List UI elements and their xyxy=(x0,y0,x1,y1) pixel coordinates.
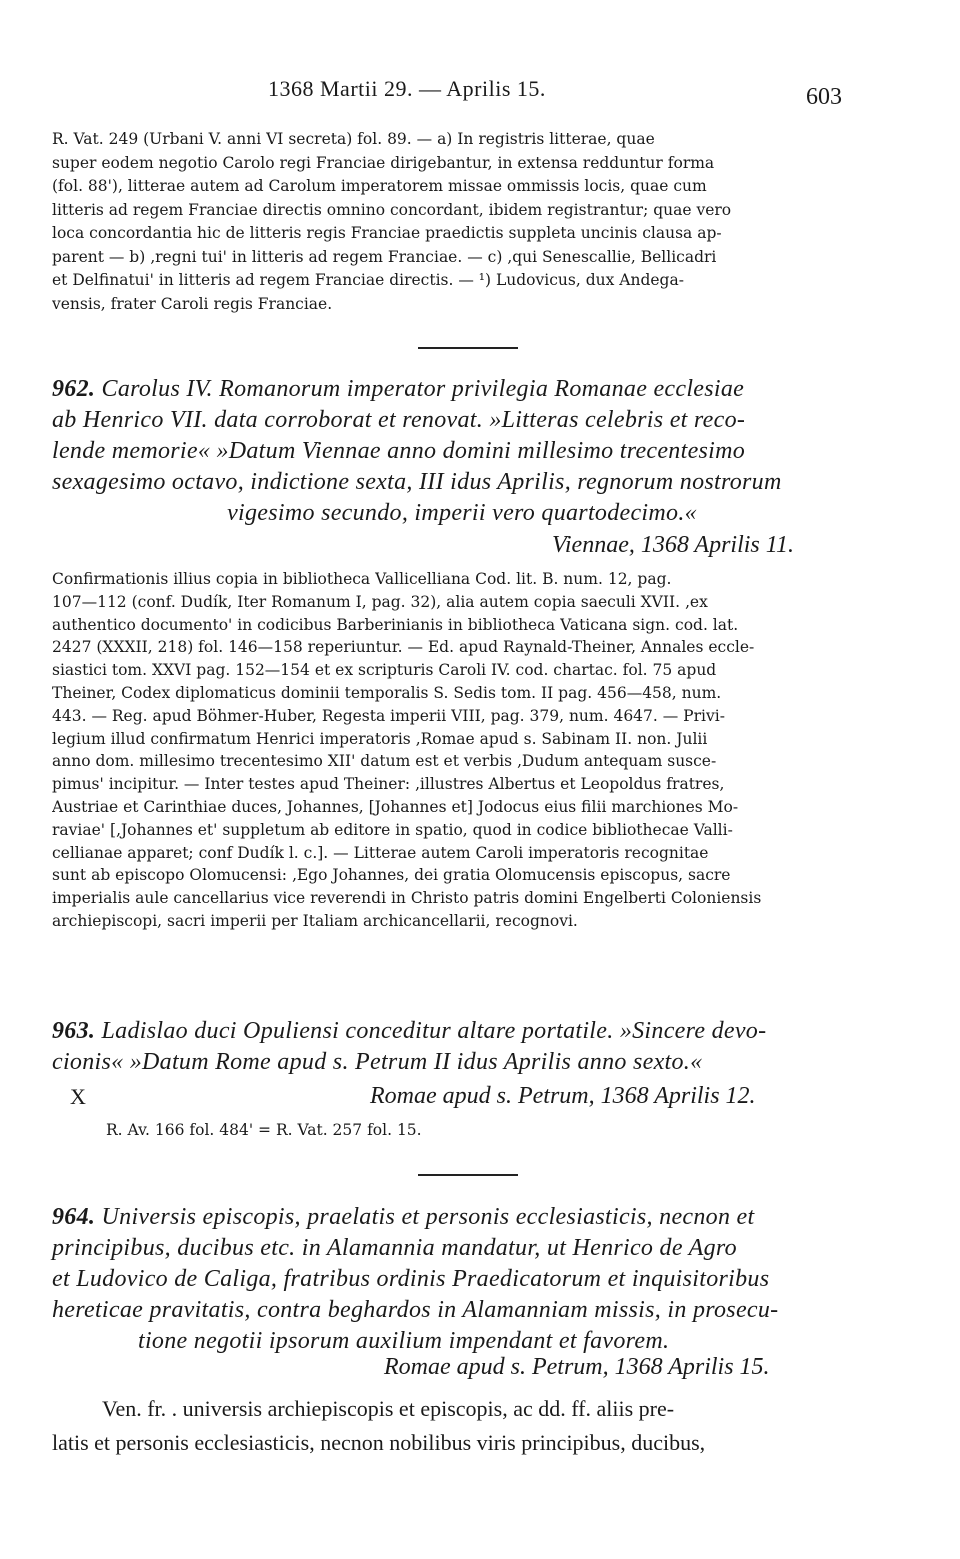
footnote-line: litteris ad regem Franciae directis omnino concordant, ibidem registrantur; quae vero xyxy=(52,200,732,219)
heading-line: sexagesimo octavo, indictione sexta, III idus Aprilis, regnorum nostrorum xyxy=(52,469,782,495)
entry-963-heading xyxy=(52,1016,872,1078)
entry-number: 964. xyxy=(52,1204,96,1230)
entry-962-heading xyxy=(52,374,872,529)
commentary-line: sunt ab episcopo Olomucensi: ‚Ego Johannes, dei gratia Olomucensis episcopus, sacre xyxy=(52,866,731,885)
commentary-line: siastici tom. XXVI pag. 152—154 et ex scripturis Caroli IV. cod. chartac. fol. 75 apud xyxy=(52,661,717,680)
entry-962-commentary xyxy=(52,568,872,933)
entry-963-reference: R. Av. 166 fol. 484' = R. Vat. 257 fol. 15. xyxy=(106,1121,422,1139)
running-title: 1368 Martii 29. — Aprilis 15. xyxy=(268,76,546,101)
commentary-line: 2427 (XXXII, 218) fol. 146—158 reperiuntur. — Ed. apud Raynald-Theiner, Annales eccle- xyxy=(52,638,755,657)
commentary-line: authentico documento' in codicibus Barberinianis in bibliotheca Vaticana sign. cod. lat. xyxy=(52,615,739,634)
page-number: 603 xyxy=(806,84,842,110)
entry-number: 963. xyxy=(52,1018,96,1044)
heading-line: ab Henrico VII. data corroborat et renovat. »Litteras celebris et reco- xyxy=(52,407,746,433)
heading-line: et Ludovico de Caliga, fratribus ordinis Praedicatorum et inquisitoribus xyxy=(52,1266,770,1292)
footnote-line: vensis, frater Caroli regis Franciae. xyxy=(52,294,333,313)
footnote-line: et Delfinatui' in litteris ad regem Franciae directis. — ¹) Ludovicus, dux Andega- xyxy=(52,271,684,289)
commentary-line: cellianae apparet; conf Dudík l. c.]. — Litterae autem Caroli imperatoris recognitae xyxy=(52,843,709,862)
entry-962-place-date: Viennae, 1368 Aprilis 11. xyxy=(552,532,794,558)
entry-964-text xyxy=(52,1392,872,1460)
heading-line: Universis episcopis, praelatis et personis ecclesiasticis, necnon et xyxy=(101,1204,755,1230)
section-divider xyxy=(418,347,518,349)
heading-line: vigesimo secundo, imperii vero quartodecimo.« xyxy=(227,500,697,526)
text-line: latis et personis ecclesiasticis, necnon nobilibus viris principibus, ducibus, xyxy=(52,1430,706,1455)
heading-line: principibus, ducibus etc. in Alamannia mandatur, ut Henrico de Agro xyxy=(52,1235,737,1261)
entry-number: 962. xyxy=(52,376,96,402)
commentary-line: legium illud confirmatum Henrici imperatoris ‚Romae apud s. Sabinam II. non. Julii xyxy=(52,729,708,748)
entry-964-heading xyxy=(52,1202,872,1357)
footnote-line: parent — b) ‚regni tui' in litteris ad regem Franciae. — c) ‚qui Senescallie, Bellicadri xyxy=(52,247,717,266)
heading-line: Ladislao duci Opuliensi conceditur altare portatile. »Sincere devo- xyxy=(101,1018,767,1044)
entry-963-mark: X xyxy=(70,1084,86,1109)
footnote-line: R. Vat. 249 (Urbani V. anni VI secreta) fol. 89. — a) In registris litterae, quae xyxy=(52,130,655,148)
footnote-line: super eodem negotio Carolo regi Franciae dirigebantur, in extensa redduntur forma xyxy=(52,153,715,172)
commentary-line: Confirmationis illius copia in bibliotheca Vallicelliana Cod. lit. B. num. 12, pag. xyxy=(52,570,672,588)
heading-line: tione negotii ipsorum auxilium impendant et favorem. xyxy=(138,1328,670,1354)
commentary-line: imperialis aule cancellarius vice reverendi in Christo patris domini Engelberti Coloniensis xyxy=(52,889,762,908)
text-line: Ven. fr. . universis archiepiscopis et episcopis, ac dd. ff. aliis pre- xyxy=(102,1396,675,1421)
footnotes-block xyxy=(52,128,872,316)
heading-line: cionis« »Datum Rome apud s. Petrum II idus Aprilis anno sexto.« xyxy=(52,1049,703,1075)
commentary-line: 107—112 (conf. Dudík, Iter Romanum I, pag. 32), alia autem copia saeculi XVII. ‚ex xyxy=(52,592,708,611)
commentary-line: anno dom. millesimo trecentesimo XII' datum est et verbis ‚Dudum antequam susce- xyxy=(52,752,717,771)
entry-964-place-date: Romae apud s. Petrum, 1368 Aprilis 15. xyxy=(384,1354,770,1380)
commentary-line: Theiner, Codex diplomaticus dominii temporalis S. Sedis tom. II pag. 456—458, num. xyxy=(52,683,722,702)
heading-line: Carolus IV. Romanorum imperator privilegia Romanae ecclesiae xyxy=(101,376,745,402)
section-divider xyxy=(418,1174,518,1176)
commentary-line: 443. — Reg. apud Böhmer-Huber, Regesta imperii VIII, pag. 379, num. 4647. — Privi- xyxy=(52,706,725,725)
commentary-line: archiepiscopi, sacri imperii per Italiam archicancellarii, recognovi. xyxy=(52,911,578,930)
commentary-line: raviae' [‚Johannes et' suppletum ab editore in spatio, quod in codice bibliothecae Valli- xyxy=(52,820,733,839)
commentary-line: pimus' incipitur. — Inter testes apud Theiner: ‚illustres Albertus et Leopoldus fratres, xyxy=(52,775,725,794)
heading-line: hereticae pravitatis, contra beghardos in Alamanniam missis, in prosecu- xyxy=(52,1297,779,1323)
footnote-line: loca concordantia hic de litteris regis Franciae praedictis suppleta uncinis clausa ap- xyxy=(52,224,722,242)
footnote-line: (fol. 88'), litterae autem ad Carolum imperatorem missae ommissis locis, quae cum xyxy=(52,177,707,195)
heading-line: lende memorie« »Datum Viennae anno domini millesimo trecentesimo xyxy=(52,438,746,464)
commentary-line: Austriae et Carinthiae duces, Johannes, [Johannes et] Jodocus eius filii marchiones Mo- xyxy=(52,797,739,816)
entry-963-place-date: Romae apud s. Petrum, 1368 Aprilis 12. xyxy=(370,1083,756,1109)
